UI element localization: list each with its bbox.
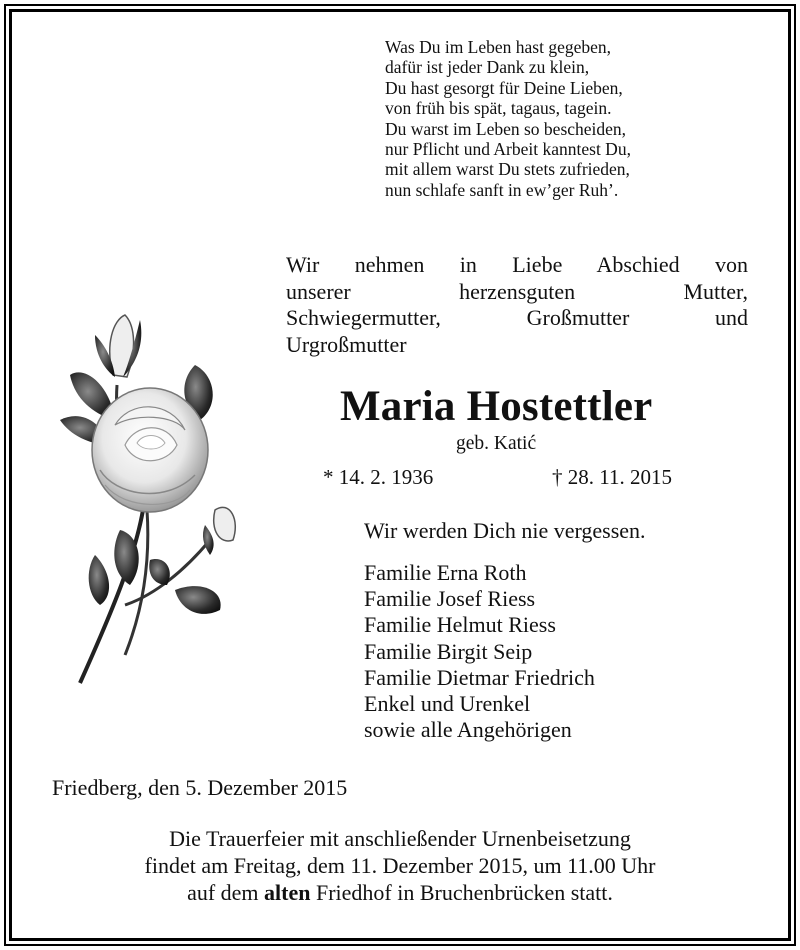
maiden-name: geb. Katić: [456, 433, 537, 454]
poem-line: Du warst im Leben so bescheiden,: [385, 118, 627, 139]
funeral-details: [0, 825, 800, 906]
mourner-entry: sowie alle Angehörigen: [364, 717, 572, 743]
poem-line: Was Du im Leben hast gegeben,: [385, 37, 612, 57]
rose-icon: [55, 305, 240, 690]
poem-line: mit allem warst Du stets zufrieden,: [385, 159, 630, 180]
farewell-text: [286, 252, 748, 358]
funeral-line: findet am Freitag, dem 11. Dezember 2015, um 11.00 Uhr: [144, 853, 656, 878]
mourner-entry: Familie Helmut Riess: [364, 612, 556, 638]
place-date: Friedberg, den 5. Dezember 2015: [52, 775, 348, 800]
closing-line: Wir werden Dich nie vergessen.: [364, 518, 646, 543]
mourner-entry: Familie Birgit Seip: [364, 638, 533, 664]
farewell-line: unserer herzensguten Mutter,: [286, 278, 748, 304]
mourner-entry: Familie Josef Riess: [364, 586, 536, 612]
mourner-entry: Familie Dietmar Friedrich: [364, 664, 595, 690]
mourner-entry: Familie Erna Roth: [364, 560, 527, 585]
mourner-entry: Enkel und Urenkel: [364, 691, 531, 717]
mourners-list: [364, 560, 595, 743]
death-date: † 28. 11. 2015: [552, 465, 672, 489]
poem-line: Du hast gesorgt für Deine Lieben,: [385, 77, 623, 98]
birth-date: * 14. 2. 1936: [323, 465, 434, 489]
funeral-line: Die Trauerfeier mit anschließender Urnenbeisetzung: [169, 826, 631, 851]
funeral-text: Friedhof in Bruchenbrücken statt.: [315, 880, 613, 905]
funeral-text: auf dem: [187, 880, 259, 905]
farewell-line: Wir nehmen in Liebe Abschied von: [286, 252, 748, 277]
deceased-name: Maria Hostettler: [340, 383, 653, 430]
poem-line: nun schlafe sanft in ew’ger Ruh’.: [385, 179, 619, 200]
funeral-line: [0, 879, 800, 906]
poem-line: nur Pflicht und Arbeit kanntest Du,: [385, 139, 631, 160]
poem: [385, 37, 745, 200]
farewell-line: Schwiegermutter, Großmutter und: [286, 305, 748, 330]
farewell-line: Urgroßmutter: [286, 331, 407, 357]
poem-line: dafür ist jeder Dank zu klein,: [385, 57, 590, 78]
funeral-emphasis: alten: [264, 880, 311, 905]
poem-line: von früh bis spät, tagaus, tagein.: [385, 98, 612, 119]
